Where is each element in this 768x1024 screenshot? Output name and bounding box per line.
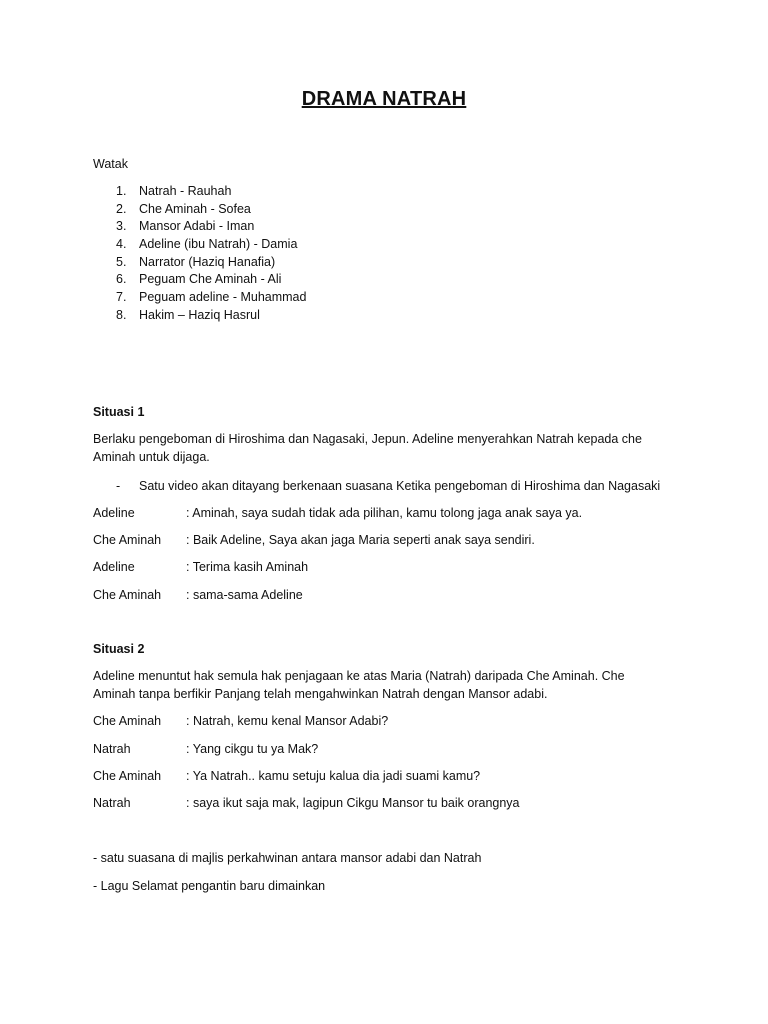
situasi-2-heading: Situasi 2 <box>93 642 145 656</box>
dialogue-line: : Aminah, saya sudah tidak ada pilihan, kamu tolong jaga anak saya ya. <box>186 506 583 520</box>
stage-note: - Lagu Selamat pengantin baru dimainkan <box>93 879 326 893</box>
stage-note: - satu suasana di majlis perkahwinan antara mansor adabi dan Natrah <box>93 851 482 865</box>
dialogue-line: : Baik Adeline, Saya akan jaga Maria seperti anak saya sendiri. <box>186 533 535 547</box>
dialogue-speaker: Adeline <box>93 506 135 520</box>
dialogue-line: : sama-sama Adeline <box>186 588 303 602</box>
dialogue-line: : Natrah, kemu kenal Mansor Adabi? <box>186 714 389 728</box>
dialogue-line: : Ya Natrah.. kamu setuju kalua dia jadi suami kamu? <box>186 769 481 783</box>
cast-item: 7. Peguam adeline - Muhammad <box>116 290 307 304</box>
cast-item: 6. Peguam Che Aminah - Ali <box>116 272 282 286</box>
dialogue-line: : Yang cikgu tu ya Mak? <box>186 742 319 756</box>
dialogue-line: : saya ikut saja mak, lagipun Cikgu Mansor tu baik orangnya <box>186 796 520 810</box>
dialogue-speaker: Che Aminah <box>93 588 162 602</box>
situasi-1-description: Aminah untuk dijaga. <box>93 450 210 464</box>
situasi-1-bullet: - Satu video akan ditayang berkenaan suasana Ketika pengeboman di Hiroshima dan Nagasaki <box>116 479 661 493</box>
cast-item: 4. Adeline (ibu Natrah) - Damia <box>116 237 298 251</box>
situasi-1-heading: Situasi 1 <box>93 405 145 419</box>
cast-item: 5. Narrator (Haziq Hanafia) <box>116 255 276 269</box>
dialogue-speaker: Adeline <box>93 560 135 574</box>
dialogue-speaker: Natrah <box>93 796 131 810</box>
cast-item: 1. Natrah - Rauhah <box>116 184 232 198</box>
cast-item: 3. Mansor Adabi - Iman <box>116 219 255 233</box>
dialogue-speaker: Natrah <box>93 742 131 756</box>
dialogue-speaker: Che Aminah <box>93 533 162 547</box>
cast-item: 8. Hakim – Haziq Hasrul <box>116 308 260 322</box>
dialogue-speaker: Che Aminah <box>93 769 162 783</box>
situasi-2-description: Adeline menuntut hak semula hak penjagaan ke atas Maria (Natrah) daripada Che Aminah. Che <box>93 669 625 683</box>
situasi-2-description: Aminah tanpa berfikir Panjang telah mengahwinkan Natrah dengan Mansor adabi. <box>93 687 548 701</box>
cast-heading: Watak <box>93 157 128 171</box>
dialogue-speaker: Che Aminah <box>93 714 162 728</box>
document-title: DRAMA NATRAH <box>301 88 467 110</box>
dialogue-line: : Terima kasih Aminah <box>186 560 309 574</box>
situasi-1-description: Berlaku pengeboman di Hiroshima dan Nagasaki, Jepun. Adeline menyerahkan Natrah kepada che <box>93 432 642 446</box>
cast-item: 2. Che Aminah - Sofea <box>116 202 251 216</box>
